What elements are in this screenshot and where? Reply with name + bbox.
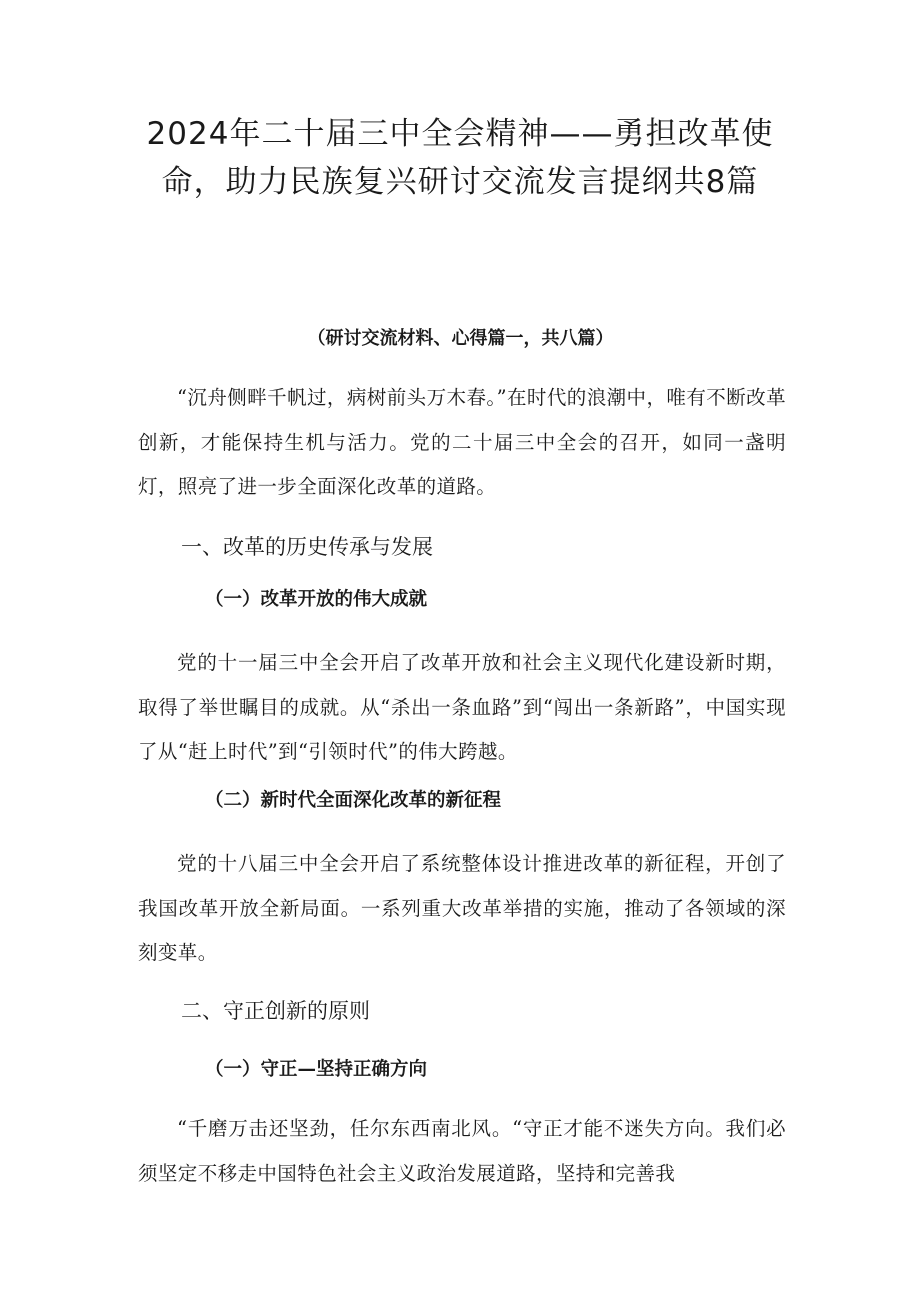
section-heading-1: 一、改革的历史传承与发展 [181,535,433,559]
subsection-heading-2-1: （一）守正—坚持正确方向 [205,1059,428,1080]
document-subtitle: （研讨交流材料、心得篇一，共八篇） [307,328,614,349]
intro-paragraph: “沉舟侧畔千帆过，病树前头万木春。”在时代的浪潮中，唯有不断改革创新，才能保持生机与活力。党的二十届三中全会的召开，如同一盏明灯，照亮了进一步全面深化改革的道路。 [138,386,786,498]
subsection-paragraph-1-2: 党的十八届三中全会开启了系统整体设计推进改革的新征程，开创了我国改革开放全新局面。一系列重大改革举措的实施，推动了各领域的深刻变革。 [138,852,786,964]
subsection-heading-1-1: （一）改革开放的伟大成就 [205,589,428,610]
document-title: 2024年二十届三中全会精神——勇担改革使命，助力民族复兴研讨交流发言提纲共8篇 [146,116,774,200]
subsection-heading-1-2: （二）新时代全面深化改革的新征程 [205,790,502,811]
subsection-paragraph-1-1: 党的十一届三中全会开启了改革开放和社会主义现代化建设新时期，取得了举世瞩目的成就。从“杀出一条血路”到“闯出一条新路”，中国实现了从“赶上时代”到“引领时代”的伟大跨越。 [138,651,786,763]
section-heading-2: 二、守正创新的原则 [181,999,370,1023]
subsection-paragraph-2-1: “千磨万击还坚劲，任尔东西南北风。“守正才能不迷失方向。我们必须坚定不移走中国特色社会主义政治发展道路，坚持和完善我 [138,1117,786,1185]
